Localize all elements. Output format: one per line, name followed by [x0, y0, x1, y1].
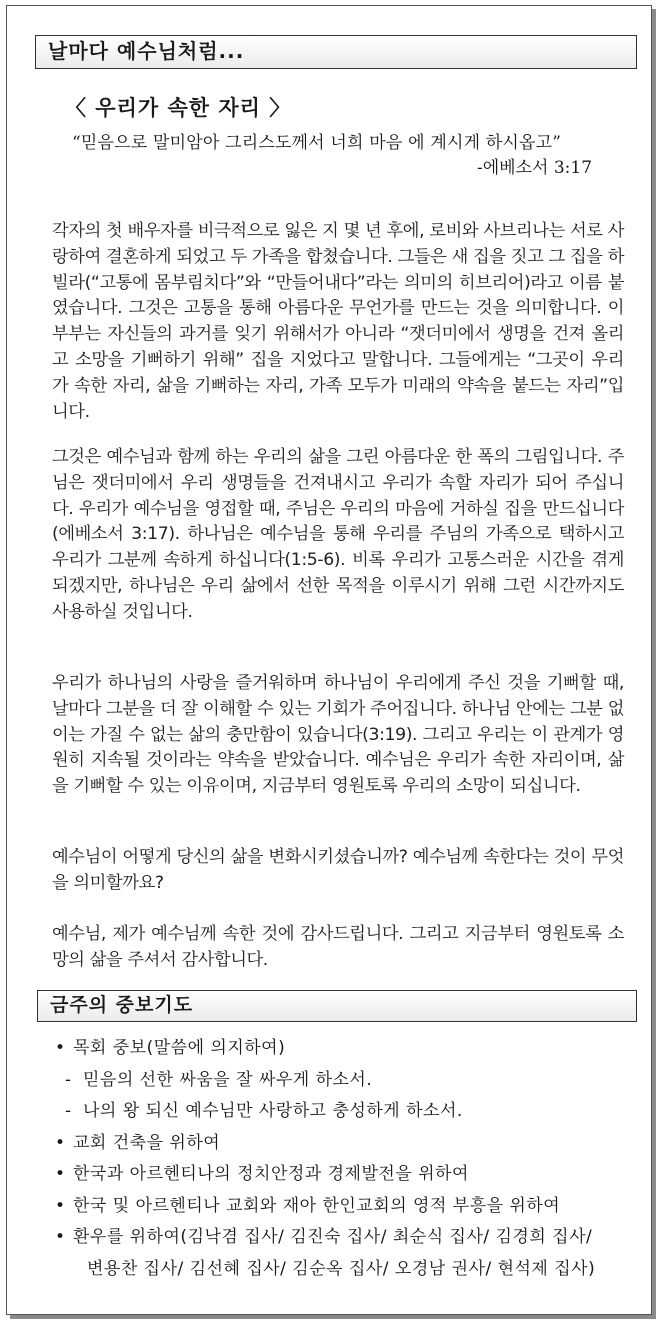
devotion-paragraph: 우리가 하나님의 사랑을 즐거워하며 하나님이 우리에게 주신 것을 기뻐할 때, 날마다 그분을 더 잘 이해할 수 있는 기회가 주어집니다. 하나님 안에는 그분 없이는 가질 수 없는 삶의 충만함이 있습니다(3:19). 그리고 우리는 이 관계가 영원히 지속될 것이라는 약속을 받았습니다. 예수님은 우리가 속한 자리이며, 삶을 기뻐할 수 있는 이유이며, 지금부터 영원토록 우리의 소망이 되십니다.	[52, 673, 624, 797]
closing-prayer: 예수님, 제가 예수님께 속한 것에 감사드립니다. 그리고 지금부터 영원토록 소망의 삶을 주셔서 감사합니다.	[52, 924, 624, 970]
bullet-marker: •	[55, 1195, 66, 1216]
bulletin-page	[6, 5, 652, 1315]
scripture-reference: -에베소서 3:17	[477, 158, 593, 178]
prayer-item-text: 변용찬 집사/ 김선혜 집사/ 김순옥 집사/ 오경남 권사/ 현석제 집사)	[87, 1258, 596, 1279]
reflection-questions: 예수님이 어떻게 당신의 삶을 변화시키셨습니까? 예수님께 속한다는 것이 무엇을 의미할까요?	[52, 847, 624, 893]
prayer-section-header	[37, 990, 637, 1022]
prayer-item-text: 한국 및 아르헨티나 교회와 재아 한인교회의 영적 부흥을 위하여	[73, 1195, 561, 1216]
prayer-item	[55, 1159, 645, 1191]
prayer-item-text: 한국과 아르헨티나의 정치안정과 경제발전을 위하여	[73, 1164, 469, 1184]
devotion-paragraph: 그것은 예수님과 함께 하는 우리의 삶을 그린 아름다운 한 폭의 그림입니다. 주님은 잿더미에서 우리 생명들을 건져내시고 우리가 속할 자리가 되어 주십니다. 우리가 예수님을 영접할 때, 주님은 우리의 마음에 거하실 집을 만드십니다(에베소서 3:17). 하나님은 예수님을 통해 우리를 주님의 가족으로 택하시고 우리가 그분께 속하게 하십니다(1:5-6). 비록 우리가 고통스러운 시간을 겪게 되겠지만, 하나님은 우리 삶에서 선한 목적을 이루시기 위해 그런 시간까지도 사용하실 것입니다.	[52, 447, 624, 622]
prayer-section-title: 금주의 중보기도	[50, 994, 194, 1016]
prayer-item	[55, 1033, 645, 1065]
prayer-item	[55, 1128, 645, 1160]
prayer-item	[55, 1222, 645, 1254]
bullet-marker: •	[55, 1038, 66, 1058]
dash-marker: -	[65, 1069, 72, 1090]
prayer-item-continuation	[55, 1254, 645, 1286]
prayer-subitem	[55, 1065, 645, 1097]
prayer-item-text: 목회 중보(말씀에 의지하여)	[73, 1038, 286, 1058]
devotion-title: 〈 우리가 속한 자리 〉	[65, 96, 292, 120]
bullet-marker: •	[55, 1227, 66, 1247]
prayer-item-text: 교회 건축을 위하여	[73, 1132, 221, 1153]
section-header	[35, 35, 637, 69]
prayer-subitem	[55, 1096, 645, 1128]
prayer-item-text: 믿음의 선한 싸움을 잘 싸우게 하소서.	[83, 1069, 373, 1090]
prayer-item-text: 나의 왕 되신 예수님만 사랑하고 충성하게 하소서.	[83, 1101, 463, 1121]
prayer-list	[55, 1033, 645, 1285]
section-header-title: 날마다 예수님처럼...	[48, 39, 245, 63]
dash-marker: -	[65, 1101, 72, 1121]
devotion-paragraph: 각자의 첫 배우자를 비극적으로 잃은 지 몇 년 후에, 로비와 사브리나는 서로 사랑하여 결혼하게 되었고 두 가족을 합쳤습니다. 그들은 새 집을 짓고 그 집을 하빌라(“고통에 몸부림치다”와 “만들어내다”라는 의미의 히브리어)라고 이름 붙였습니다. 그것은 고통을 통해 아름다운 무언가를 만드는 것을 의미합니다. 이 부부는 자신들의 과거를 잊기 위해서가 아니라 “잿더미에서 생명을 건져 올리고 소망을 기뻐하기 위해” 집을 지었다고 말합니다. 그들에게는 “그곳이 우리가 속한 자리, 삶을 기뻐하는 자리, 가족 모두가 미래의 약속을 붙드는 자리”입니다.	[52, 221, 624, 422]
scripture-verse: “믿음으로 말미암아 그리스도께서 너희 마음 에 계시게 하시옵고”	[72, 133, 562, 153]
prayer-item	[55, 1191, 645, 1223]
bullet-marker: •	[55, 1132, 66, 1153]
bullet-marker: •	[55, 1164, 66, 1184]
prayer-item-text: 환우를 위하여(김낙겸 집사/ 김진숙 집사/ 최순식 집사/ 김경희 집사/	[73, 1227, 593, 1247]
